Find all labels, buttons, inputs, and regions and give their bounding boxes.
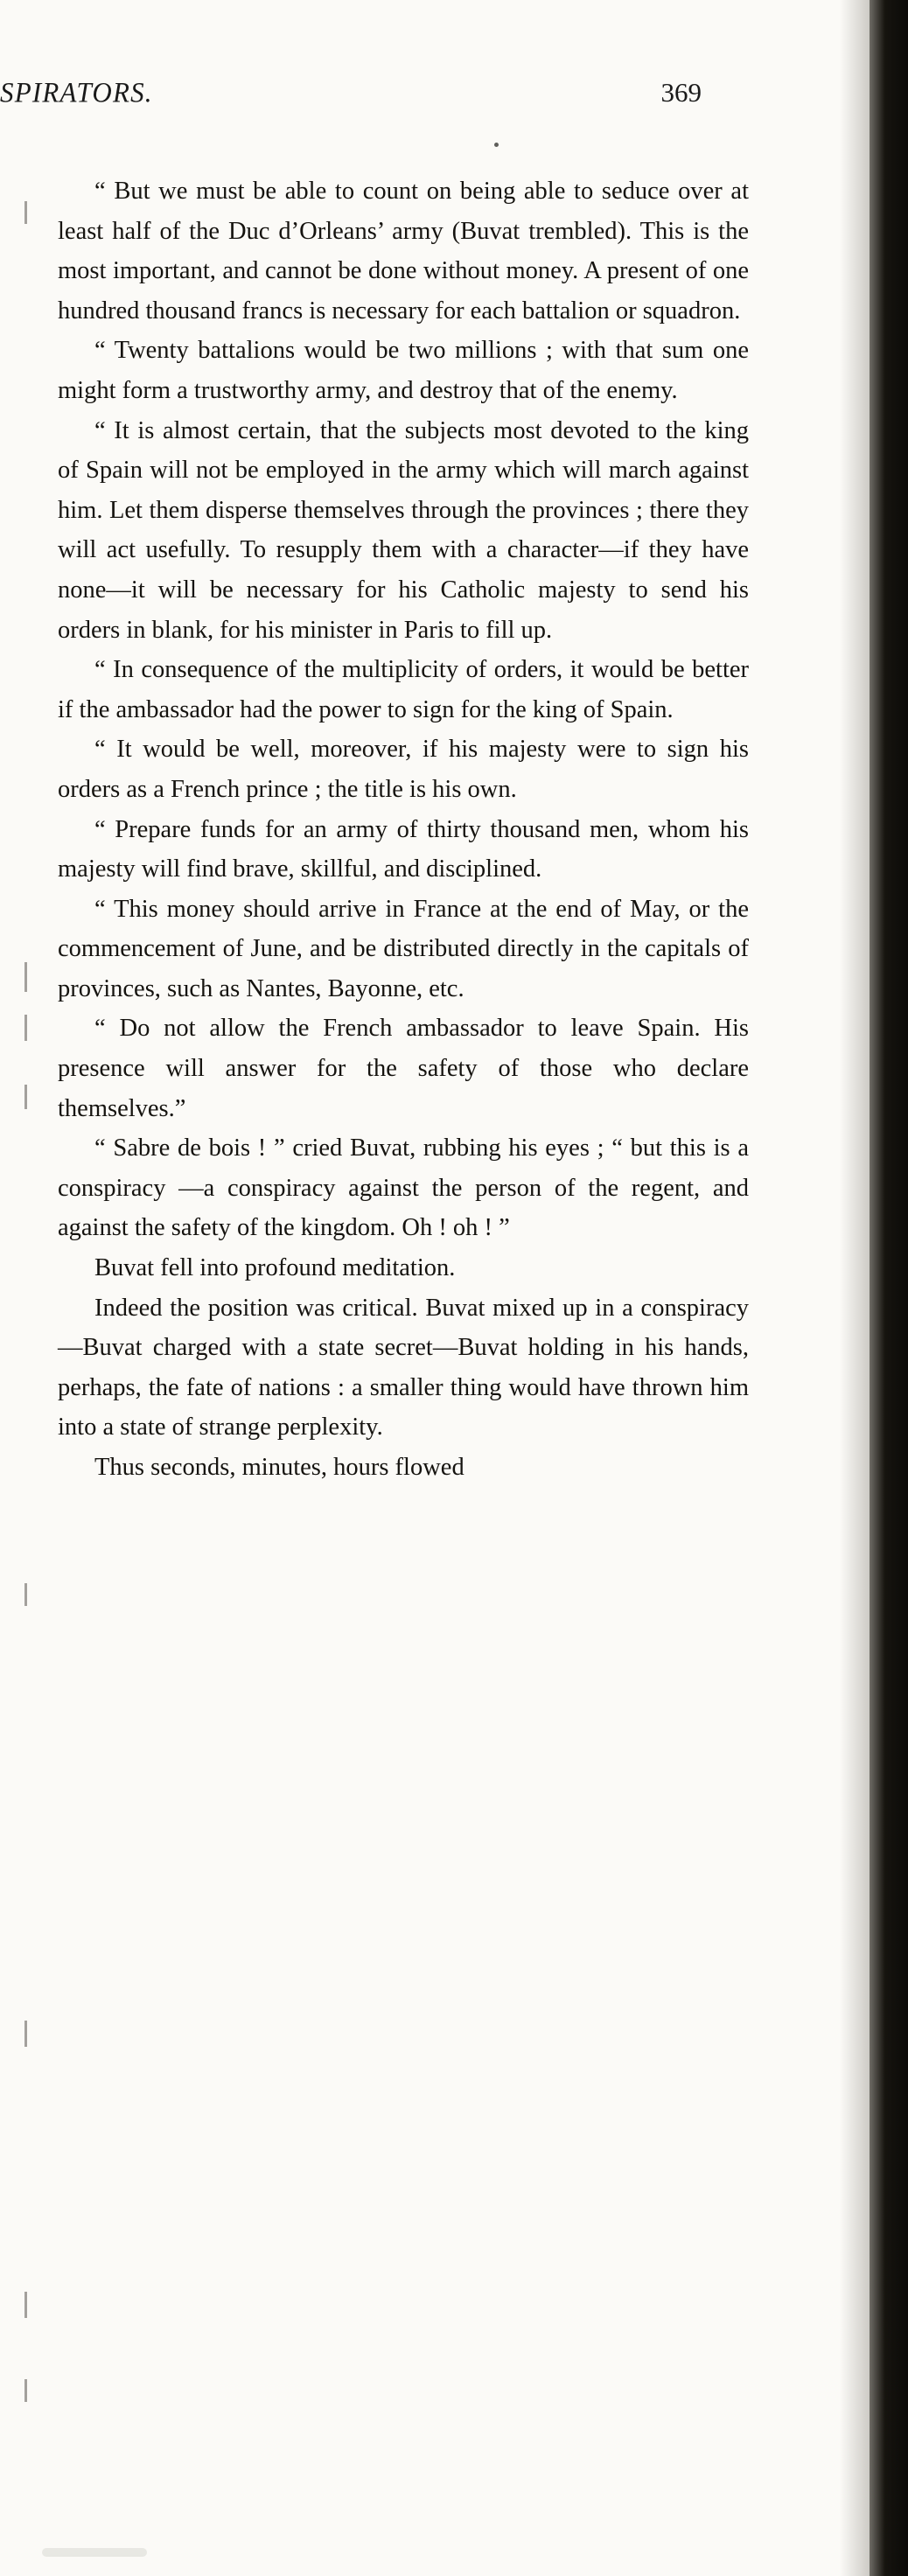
scan-edge-mark (24, 962, 27, 992)
scan-edge-mark (24, 2379, 27, 2402)
scan-edge-mark (24, 201, 27, 224)
paragraph: “ Do not allow the French ambassador to leave Spain. His presence will answer for the safety of those who declare themselves.” (58, 1015, 749, 1122)
page-gutter (870, 0, 908, 2576)
page-gutter-shadow (840, 0, 870, 2576)
paragraph: “ This money should arrive in France at the end of May, or the commencement of June, and be distributed directly in the capitals of provinces, such as Nantes, Bayonne, etc. (58, 895, 749, 1002)
paragraph: Indeed the position was critical. Buvat mixed up in a conspiracy—Buvat charged with a state secret—Buvat holding in his hands, perhaps, the fate of nations : a smaller thing would have thrown him into a state of strange perplexity. (58, 1294, 749, 1442)
paragraph: “ Twenty battalions would be two millions ; with that sum one might form a trustworthy army, and destroy that of the enemy. (58, 337, 749, 404)
scan-edge-mark (24, 1583, 27, 1606)
scan-artifact (42, 2548, 147, 2557)
page-number: 369 (660, 77, 702, 108)
paragraph: “ Prepare funds for an army of thirty thousand men, whom his majesty will find brave, skillful, and disciplined. (58, 815, 749, 883)
paragraph: “ But we must be able to count on being able to seduce over at least half of the Duc d’Orleans’ army (Buvat trembled). This is the most important, and cannot be done without money. A present of one hundred thousand francs is necessary for each battalion or squadron. (58, 178, 749, 325)
paragraph: Buvat fell into profound meditation. (94, 1254, 456, 1282)
running-head (0, 77, 770, 112)
scan-edge-mark (24, 1085, 27, 1109)
paragraph: “ In consequence of the multiplicity of orders, it would be better if the ambassador had the power to sign for the king of Spain. (58, 656, 749, 723)
paragraph: “ Sabre de bois ! ” cried Buvat, rubbing his eyes ; “ but this is a conspiracy —a conspiracy against the person of the regent, and against the safety of the kingdom. Oh ! oh ! ” (58, 1134, 749, 1242)
scan-edge-mark (24, 1015, 27, 1041)
scan-speck (494, 143, 499, 147)
paragraph: “ It is almost certain, that the subjects most devoted to the king of Spain will not be employed in the army which will march against him. Let them disperse themselves through the provinces ; there they will act usefully. To resupply them with a character—if they have none—it will be necessary for his Catholic majesty to send his orders in blank, for his minister in Paris to fill up. (58, 416, 749, 644)
scan-edge-mark (24, 2021, 27, 2047)
paragraph: “ It would be well, moreover, if his majesty were to sign his orders as a French prince ; the title is his own. (58, 736, 749, 803)
running-head-title: SPIRATORS. (0, 76, 153, 108)
page-text-body (58, 171, 749, 1488)
paragraph: Thus seconds, minutes, hours flowed (94, 1454, 464, 1481)
scan-edge-mark (24, 2292, 27, 2318)
